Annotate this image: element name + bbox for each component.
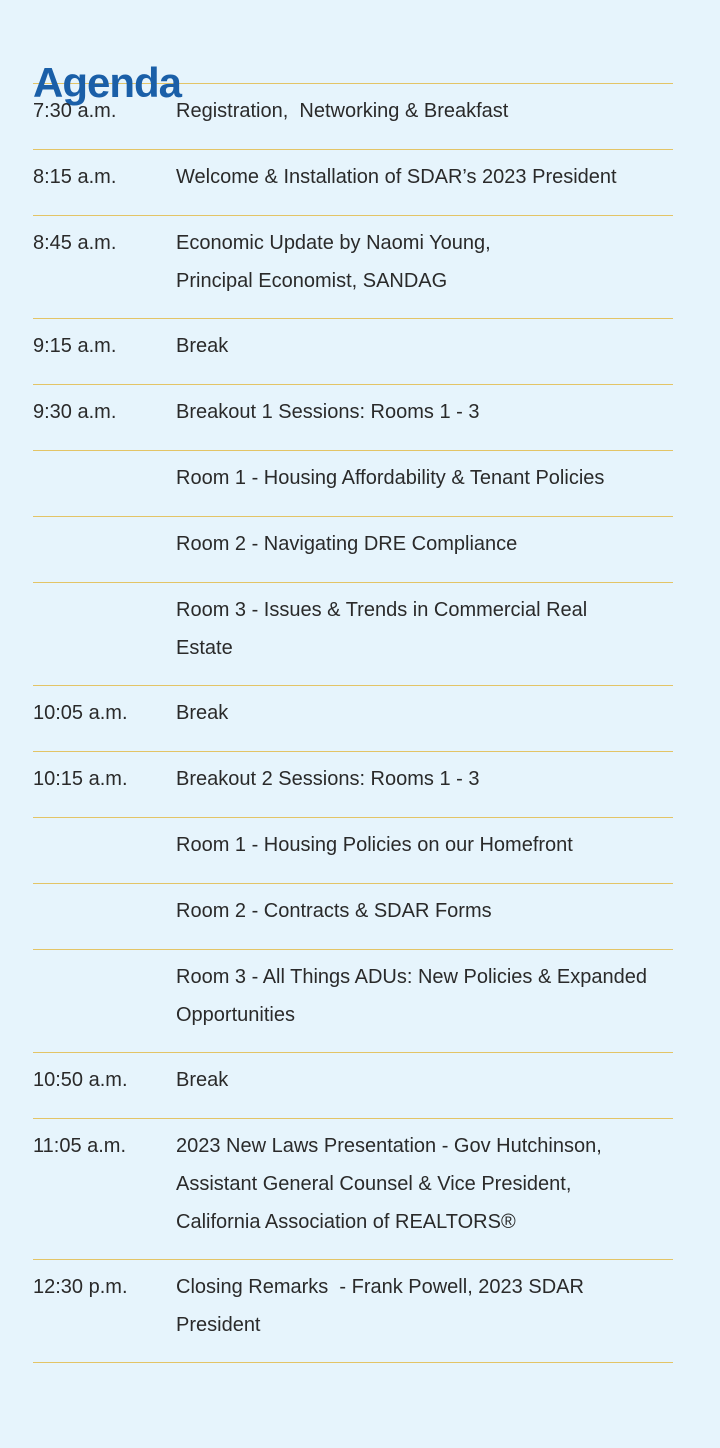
agenda-row xyxy=(33,950,673,1053)
agenda-time xyxy=(33,459,176,498)
agenda-event: Room 1 - Housing Policies on our Homefront xyxy=(176,834,573,856)
agenda-time: 10:15 a.m. xyxy=(33,768,128,790)
agenda-event: Registration, Networking & Breakfast xyxy=(176,100,509,122)
agenda-event: Room 1 - Housing Affordability & Tenant Policies xyxy=(176,467,605,489)
agenda-event: Room 3 - All Things ADUs: New Policies & Expanded Opportunities xyxy=(176,966,647,1026)
agenda-row xyxy=(33,583,673,686)
agenda-time: 12:30 p.m. xyxy=(33,1276,128,1298)
agenda-time: 8:45 a.m. xyxy=(33,232,117,254)
agenda-row xyxy=(33,884,673,950)
agenda-list xyxy=(33,83,673,1363)
agenda-row xyxy=(33,818,673,884)
agenda-time xyxy=(33,892,176,931)
agenda-event: Room 2 - Contracts & SDAR Forms xyxy=(176,900,492,922)
agenda-time: 8:15 a.m. xyxy=(33,166,117,188)
agenda-row xyxy=(33,1260,673,1363)
agenda-time xyxy=(33,958,176,1034)
agenda-time: 10:50 a.m. xyxy=(33,1069,128,1091)
agenda-event: Economic Update by Naomi Young, Principal Economist, SANDAG xyxy=(176,232,491,292)
agenda-event: Break xyxy=(176,1069,229,1091)
agenda-row xyxy=(33,1119,673,1260)
agenda-row xyxy=(33,150,673,216)
agenda-row xyxy=(33,385,673,451)
agenda-event: Closing Remarks - Frank Powell, 2023 SDAR President xyxy=(176,1276,590,1336)
agenda-time: 9:15 a.m. xyxy=(33,335,117,357)
agenda-event: Room 2 - Navigating DRE Compliance xyxy=(176,533,518,555)
agenda-row xyxy=(33,451,673,517)
agenda-time: 10:05 a.m. xyxy=(33,702,128,724)
agenda-event: Welcome & Installation of SDAR’s 2023 President xyxy=(176,166,617,188)
agenda-row xyxy=(33,517,673,583)
agenda-row xyxy=(33,216,673,319)
agenda-event: Room 3 - Issues & Trends in Commercial Real Estate xyxy=(176,599,588,659)
agenda-row xyxy=(33,84,673,150)
agenda-event: Break xyxy=(176,335,229,357)
agenda-row xyxy=(33,752,673,818)
agenda-time: 7:30 a.m. xyxy=(33,100,117,122)
agenda-time xyxy=(33,826,176,865)
agenda-time xyxy=(33,591,176,667)
agenda-time: 11:05 a.m. xyxy=(33,1135,127,1157)
agenda-event: Break xyxy=(176,702,229,724)
agenda-row xyxy=(33,319,673,385)
agenda-event: Breakout 2 Sessions: Rooms 1 - 3 xyxy=(176,768,480,790)
agenda-time: 9:30 a.m. xyxy=(33,401,117,423)
agenda-event: 2023 New Laws Presentation - Gov Hutchinson, Assistant General Counsel & Vice President, California Association of REALTORS® xyxy=(176,1135,602,1233)
agenda-row xyxy=(33,1053,673,1119)
agenda-event: Breakout 1 Sessions: Rooms 1 - 3 xyxy=(176,401,480,423)
agenda-time xyxy=(33,525,176,564)
page-title: Agenda xyxy=(33,59,182,106)
agenda-row xyxy=(33,686,673,752)
